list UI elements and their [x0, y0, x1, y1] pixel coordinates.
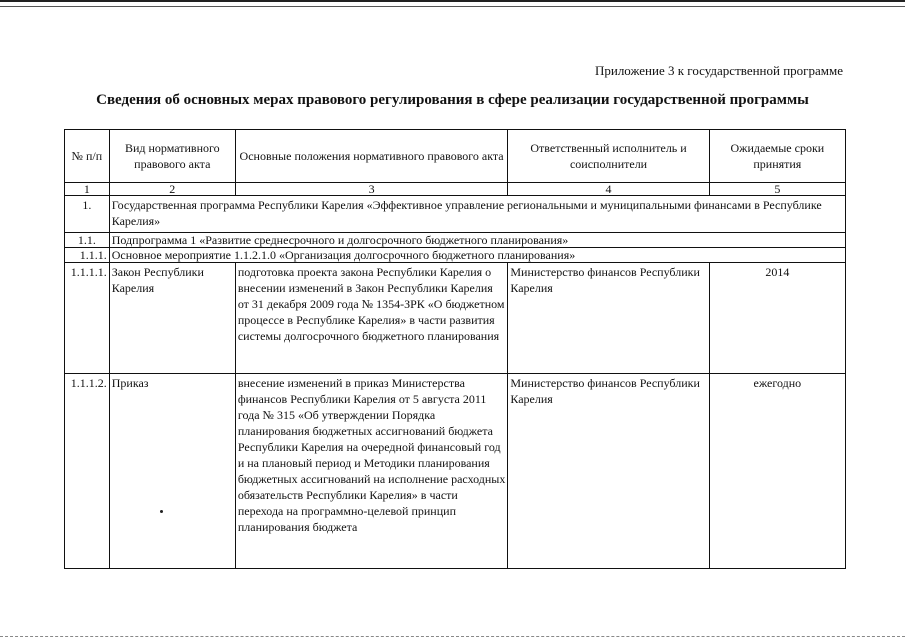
table-header-row	[65, 130, 846, 183]
table-row	[65, 263, 846, 374]
scan-speck	[160, 510, 163, 513]
section-text: Государственная программа Республики Карелия «Эффективное управление региональными и муниципальными финансами в Республике Карелия»	[109, 196, 845, 233]
bottom-scan-border	[0, 636, 905, 638]
row-deadline: 2014	[709, 263, 845, 374]
appendix-note: Приложение 3 к государственной программе	[594, 63, 843, 78]
header-responsible: Ответственный исполнитель и соисполнители	[508, 130, 709, 183]
row-number: 1.1.1.1.	[65, 263, 110, 374]
row-responsible: Министерство финансов Республики Карелия	[508, 263, 709, 374]
row-responsible: Министерство финансов Республики Карелия	[508, 374, 709, 569]
row-provisions: внесение изменений в приказ Министерства финансов Республики Карелия от 5 августа 2011 года № 315 «Об утверждении Порядка планирования бюджетных ассигнований бюджета Республики Карелия на очередной финансовый год и на плановый период и Методики планирования бюджетных ассигнований на исполнение расходных обязательств Республики Карелия» в части перехода на программно-целевой принцип планирования бюджета	[235, 374, 508, 569]
section-text: Основное мероприятие 1.1.2.1.0 «Организация долгосрочного бюджетного планирования»	[109, 248, 845, 263]
column-number: 5	[709, 183, 845, 196]
column-number-row	[65, 183, 846, 196]
column-number: 3	[235, 183, 508, 196]
header-deadline: Ожидаемые сроки принятия	[709, 130, 845, 183]
regulation-table	[64, 129, 846, 569]
section-number: 1.	[65, 196, 110, 233]
row-act-type: Закон Республики Карелия	[109, 263, 235, 374]
header-provisions: Основные положения нормативного правового акта	[235, 130, 508, 183]
section-number: 1.1.1.	[65, 248, 110, 263]
row-act-type	[109, 374, 235, 569]
header-act-type: Вид нормативного правового акта	[109, 130, 235, 183]
section-row-program	[65, 196, 846, 233]
section-row-measure	[65, 248, 846, 263]
row-act-type-label: Приказ	[111, 376, 149, 390]
section-row-subprogram	[65, 233, 846, 248]
column-number: 2	[109, 183, 235, 196]
top-scan-border	[0, 0, 905, 7]
section-text: Подпрограмма 1 «Развитие среднесрочного и долгосрочного бюджетного планирования»	[109, 233, 845, 248]
row-deadline: ежегодно	[709, 374, 845, 569]
column-number: 4	[508, 183, 709, 196]
document-title: Сведения об основных мерах правового регулирования в сфере реализации государственной программы	[96, 92, 809, 108]
section-number: 1.1.	[65, 233, 110, 248]
row-number: 1.1.1.2.	[65, 374, 110, 569]
header-number: № п/п	[65, 130, 110, 183]
row-provisions: подготовка проекта закона Республики Карелия о внесении изменений в Закон Республики Карелия от 31 декабря 2009 года № 1354-ЗРК «О бюджетном процессе в Республике Карелия» в части развития системы долгосрочного бюджетного планирования	[235, 263, 508, 374]
column-number: 1	[65, 183, 110, 196]
table-row	[65, 374, 846, 569]
